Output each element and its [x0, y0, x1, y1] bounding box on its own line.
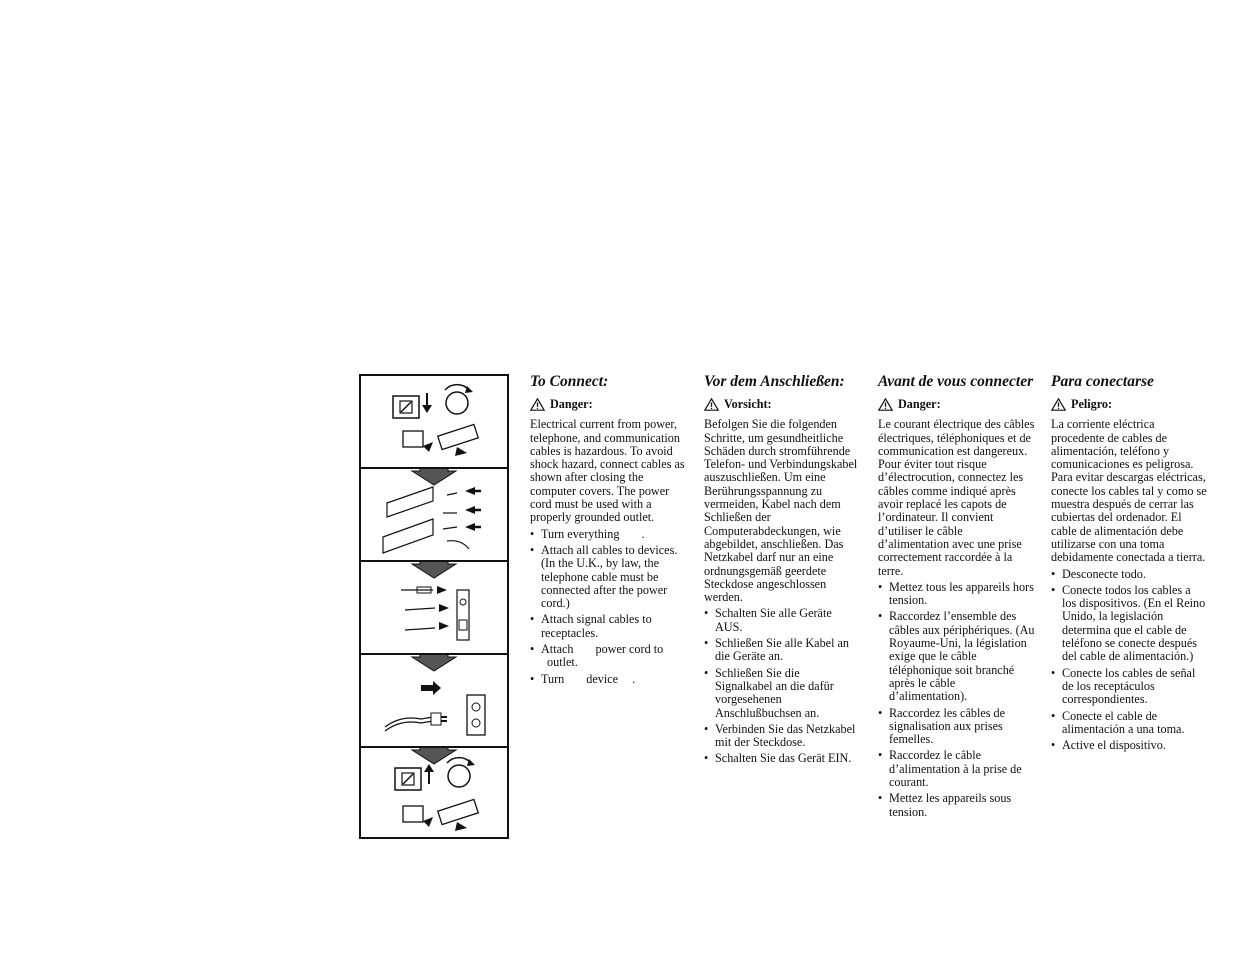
- list-item: [530, 673, 690, 686]
- french-danger-label: [878, 398, 1035, 411]
- step-signal-cables-panel: [361, 562, 507, 655]
- english-danger-label: [530, 398, 690, 411]
- list-item: • Mettez les appareils sous tension.: [878, 792, 1035, 819]
- warning-triangle-icon: [878, 398, 893, 411]
- german-title: Vor dem Anschließen:: [704, 373, 845, 390]
- step-attach-cables-panel: [361, 469, 507, 562]
- german-danger-label: [704, 398, 859, 411]
- list-item: [530, 643, 690, 670]
- spanish-title: Para conectarse: [1051, 373, 1154, 390]
- power-switch-off-icon: [361, 376, 507, 467]
- warning-triangle-icon: [1051, 398, 1066, 411]
- list-item: • Schalten Sie das Gerät EIN.: [704, 752, 859, 765]
- step-power-on-panel: [361, 748, 507, 837]
- signal-cables-icon: [361, 562, 507, 653]
- french-body: Le courant électrique des câbles électriques, téléphoniques et de communication est dangereux. Pour éviter tout risque d’électrocution, connectez les câbles comme indiqué après avoir replacé les capots de l’ordinateur. Il convient d’utiliser le câble d’alimentation avec une prise correctement raccordée à la terre.: [878, 417, 1035, 578]
- list-item: • Verbinden Sie das Netzkabel mit der Steckdose.: [704, 723, 859, 750]
- power-switch-on-icon: [361, 748, 507, 837]
- step-power-cord-panel: [361, 655, 507, 748]
- french-title: Avant de vous connecter: [878, 373, 1034, 390]
- spanish-column: [1051, 372, 1207, 755]
- warning-triangle-icon: [704, 398, 719, 411]
- computer-cables-icon: [361, 469, 507, 560]
- step-text: .: [632, 671, 636, 686]
- english-danger-text: Danger:: [550, 397, 593, 411]
- german-steps: [704, 607, 859, 765]
- list-item: • Raccordez les câbles de signalisation aux prises femelles.: [878, 707, 1035, 747]
- step-text: Attach: [541, 642, 574, 657]
- list-item: • Schalten Sie alle Geräte AUS.: [704, 607, 859, 634]
- english-body: Electrical current from power, telephone, and communication cables is hazardous. To avoid shock hazard, connect cables as shown after closing the computer covers. The power cord must be used with a properly grounded outlet.: [530, 417, 685, 525]
- list-item: • Attach all cables to devices. (In the U.K., by law, the telephone cable must be connected after the power cord.): [530, 544, 690, 610]
- french-steps: [878, 581, 1035, 819]
- list-item: • Raccordez le câble d’alimentation à la prise de courant.: [878, 749, 1035, 789]
- french-column: [878, 372, 1035, 822]
- warning-triangle-icon: [530, 398, 545, 411]
- list-item: • Raccordez l’ensemble des câbles aux périphériques. (Au Royaume-Uni, la législation exige que le câble téléphonique soit branché après le câble d’alimentation).: [878, 610, 1035, 703]
- connection-steps-figure: [359, 374, 509, 839]
- spanish-body: La corriente eléctrica procedente de cables de alimentación, teléfono y comunicaciones es peligrosa. Para evitar descargas eléctricas, conecte los cables tal y como se muestra después de cerrar las cubiertas del ordenador. El cable de alimentación debe utilizarse con una toma debidamente conectada a tierra.: [1051, 417, 1207, 565]
- list-item: • Schließen Sie die Signalkabel an die dafür vorgesehenen Anschlußbuchsen an.: [704, 667, 859, 720]
- list-item: • Schließen Sie alle Kabel an die Geräte an.: [704, 637, 859, 664]
- list-item: [530, 528, 690, 541]
- list-item: • Active el dispositivo.: [1051, 739, 1207, 752]
- french-danger-text: Danger:: [898, 397, 941, 411]
- spanish-danger-label: [1051, 398, 1207, 411]
- step-text: Turn: [541, 671, 565, 686]
- list-item: • Attach signal cables to receptacles.: [530, 613, 690, 640]
- english-title: To Connect:: [530, 373, 609, 390]
- power-cord-outlet-icon: [361, 655, 507, 746]
- german-body: Befolgen Sie die folgenden Schritte, um gesundheitliche Schäden durch stromführende Telefon- und Verbindungskabel auszuschließen. Um eine Berührungsspannung zu vermeiden, Kabel nach dem Schließen der Computerabdeckungen, wie abgebildet, anschließen. Das Netzkabel darf nur an eine ordnungsgemäß geerdete Steckdose angeschlossen werden.: [704, 417, 858, 605]
- list-item: • Conecte el cable de alimentación a una toma.: [1051, 710, 1207, 737]
- german-column: [704, 372, 859, 769]
- step-text: Turn everything: [541, 526, 620, 541]
- step-text: device: [586, 671, 619, 686]
- spanish-danger-text: Peligro:: [1071, 397, 1113, 411]
- step-power-off-panel: [361, 376, 507, 469]
- list-item: • Conecte todos los cables a los dispositivos. (En el Reino Unido, la legislación determina que el cable de teléfono se conecte después del cable de alimentación.): [1051, 584, 1207, 664]
- english-column: [530, 372, 690, 689]
- step-text: .: [641, 526, 645, 541]
- step-text: outlet.: [547, 655, 578, 670]
- spanish-steps: [1051, 568, 1207, 753]
- list-item: • Conecte los cables de señal de los receptáculos correspondientes.: [1051, 667, 1207, 707]
- list-item: • Mettez tous les appareils hors tension.: [878, 581, 1035, 608]
- german-danger-text: Vorsicht:: [724, 397, 772, 411]
- list-item: • Desconecte todo.: [1051, 568, 1207, 581]
- english-steps: [530, 528, 690, 686]
- step-text: power cord to: [595, 642, 664, 657]
